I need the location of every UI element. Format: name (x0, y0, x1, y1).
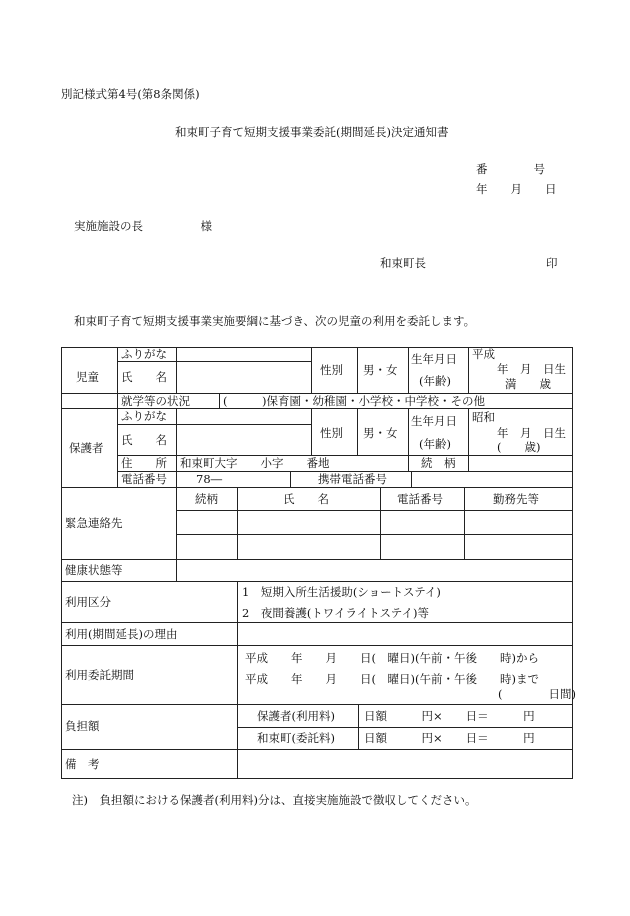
health-label: 健康状態等 (65, 563, 123, 577)
usage-section-label: 利用区分 (65, 595, 111, 609)
guardian-age-fields: ( 歳) (497, 440, 541, 454)
emergency-header-relation: 続柄 (195, 492, 218, 506)
period-section-label: 利用委託期間 (65, 668, 134, 682)
form-table (61, 347, 576, 779)
guardian-age-label: (年齢) (419, 437, 451, 451)
school-status-options: ( )保育園・幼稚園・小学校・中学校・その他 (223, 394, 485, 408)
phone-label: 電話番号 (121, 472, 167, 486)
guardian-era: 昭和 (472, 410, 495, 424)
guardian-section-label: 保護者 (69, 441, 104, 455)
child-era: 平成 (472, 347, 495, 361)
school-status-label: 就学等の状況 (121, 394, 190, 408)
reason-label: 利用(期間延長)の理由 (65, 627, 178, 641)
emergency-header-name: 氏 名 (283, 492, 329, 506)
form-id: 別記様式第4号(第8条関係) (61, 87, 200, 101)
guardian-gender-label: 性別 (320, 426, 343, 440)
child-dob-label: 生年月日 (411, 352, 457, 366)
guardian-dob-fields: 年 月 日生 (497, 426, 566, 440)
address-label: 住 所 (121, 456, 167, 470)
number-label: 番 号 (476, 162, 545, 176)
cost-guardian-formula: 日額 円× 日＝ 円 (364, 709, 535, 723)
period-from: 平成 年 月 日( 曜日)(午前・午後 時)から (245, 651, 539, 665)
cost-town-label: 和束町(委託料) (257, 731, 335, 745)
child-name-label: 氏 名 (121, 370, 167, 384)
guardian-gender-options: 男・女 (363, 426, 398, 440)
period-to: 平成 年 月 日( 曜日)(午前・午後 時)まで (245, 672, 539, 686)
document-title: 和束町子育て短期支援事業委託(期間延長)決定通知書 (175, 125, 449, 139)
emergency-header-phone: 電話番号 (397, 492, 443, 506)
seal-mark: 印 (546, 256, 558, 270)
issuer: 和束町長 (380, 256, 426, 270)
child-section-label: 児童 (76, 370, 99, 384)
mobile-label: 携帯電話番号 (318, 472, 387, 486)
child-age-fields: 満 歳 (505, 377, 551, 391)
child-age-label: (年齢) (419, 374, 451, 388)
child-furigana-label: ふりがな (121, 347, 167, 361)
emergency-header-workplace: 勤務先等 (493, 492, 539, 506)
recipient: 実施施設の長 様 (74, 219, 212, 233)
footnote: 注) 負担額における保護者(利用料)分は、直接実施施設で徴収してください。 (72, 793, 477, 807)
relation-label: 続 柄 (421, 456, 456, 470)
intro-text: 和束町子育て短期支援事業実施要綱に基づき、次の児童の利用を委託します。 (74, 314, 476, 328)
child-gender-options: 男・女 (363, 363, 398, 377)
guardian-name-label: 氏 名 (121, 433, 167, 447)
usage-option-twilight-stay: 2 夜間養護(トワイライトステイ)等 (242, 606, 429, 620)
child-gender-label: 性別 (320, 363, 343, 377)
address-value: 和束町大字 小字 番地 (180, 456, 330, 470)
emergency-section-label: 緊急連絡先 (65, 516, 123, 530)
cost-section-label: 負担額 (65, 719, 100, 733)
phone-value: 78― (196, 472, 223, 486)
guardian-dob-label: 生年月日 (411, 414, 457, 428)
guardian-furigana-label: ふりがな (121, 409, 167, 423)
cost-town-formula: 日額 円× 日＝ 円 (364, 731, 535, 745)
usage-option-short-stay: 1 短期入所生活援助(ショートステイ) (242, 585, 441, 599)
period-days: ( 日間) (498, 687, 576, 701)
date-label: 年 月 日 (476, 182, 557, 196)
remarks-label: 備 考 (65, 757, 100, 771)
child-dob-fields: 年 月 日生 (497, 362, 566, 376)
cost-guardian-label: 保護者(利用料) (257, 709, 335, 723)
